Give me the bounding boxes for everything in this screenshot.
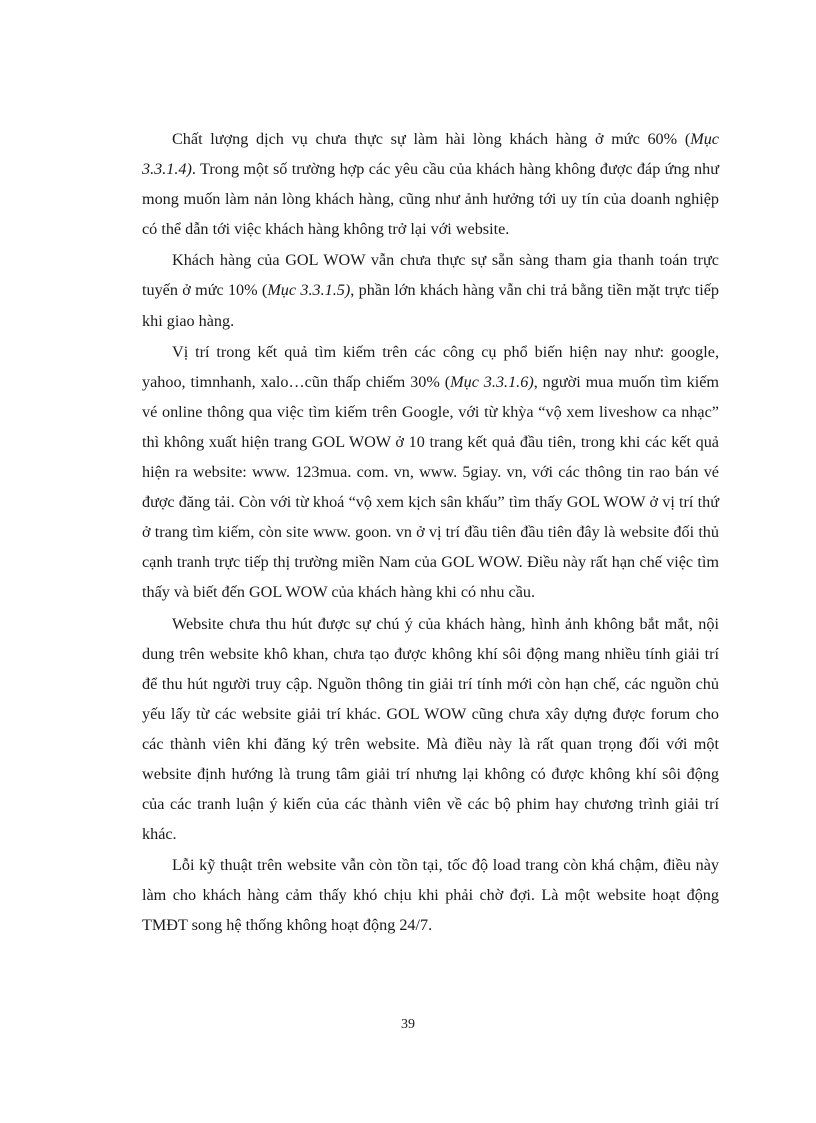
text-segment: Vị trí trong kết quả tìm kiếm trên các công cụ phổ biến hiện nay như: google, yahoo, timnhanh, xalo…cũn thấp chiếm 30% ( [142,342,719,391]
text-segment: Khách hàng của GOL WOW vẫn chưa thực sự sẵn sàng tham gia thanh toán trực tuyến ở mức 10% ( [142,251,719,300]
text-segment: , người mua muốn tìm kiếm vé online thông qua việc tìm kiếm trên Google, với từ khỳa “vộ xem liveshow ca nhạc” thì không xuất hiện trang GOL WOW ở 10 trang kết quả đầu tiên, trong khi các kết quả hiện ra website: www. 123mua. com. vn, www. 5giay. vn, với các thông tin rao bán vé được đăng tải. Còn với từ khoá “vộ xem kịch sân khấu” tìm thấy GOL WOW ở vị trí thứ ở trang tìm kiếm, còn site www. goon. vn ở vị trí đầu tiên đầu tiên đây là website đối thủ cạnh tranh trực tiếp thị trường miền Nam của GOL WOW. Điều này rất hạn chế việc tìm thấy và biết đến GOL WOW của khách hàng khi có nhu cầu. [142,372,719,602]
section-reference: Mục 3.3.1.5) [267,281,351,300]
paragraph-3 [142,337,719,608]
paragraph-4 [142,609,719,850]
body-text [142,124,719,942]
paragraph-2 [142,245,719,335]
paragraph-1 [142,124,719,244]
section-reference: Mục 3.3.1.6) [450,372,534,391]
text-segment: Chất lượng dịch vụ chưa thực sự làm hài lòng khách hàng ở mức 60% ( [172,130,691,148]
text-segment: . Trong một số trường hợp các yêu cầu của khách hàng không được đáp ứng như mong muốn làm nản lòng khách hàng, cũng như ảnh hưởng tới uy tín của doanh nghiệp có thể dẫn tới việc khách hàng không trở lại với website. [142,160,719,239]
paragraph-5 [142,850,719,940]
text-segment: , phần lớn khách hàng vẫn chi trả bằng tiền mặt trực tiếp khi giao hàng. [142,281,719,330]
page-number: 39 [401,1017,415,1032]
text-segment: Lỗi kỹ thuật trên website vẫn còn tồn tại, tốc độ load trang còn khá chậm, điều này làm cho khách hàng cảm thấy khó chịu khi phải chờ đợi. Là một website hoạt động TMĐT song hệ thống không hoạt động 24/7. [142,856,719,935]
section-reference: Mục 3.3.1.4) [142,130,719,179]
text-segment: Website chưa thu hút được sự chú ý của khách hàng, hình ảnh không bắt mắt, nội dung trên website khô khan, chưa tạo được không khí sôi động mang nhiều tính giải trí để thu hút người truy cập. Nguồn thông tin giải trí tính mới còn hạn chế, các nguồn chủ yếu lấy từ các website giải trí khác. GOL WOW cũng chưa xây dựng được forum cho các thành viên khi đăng ký trên website. Mà điều này là rất quan trọng đối với một website định hướng là trung tâm giải trí nhưng lại không có được không khí sôi động của các tranh luận ý kiến của các thành viên về các bộ phim hay chương trình giải trí khác. [142,614,719,844]
